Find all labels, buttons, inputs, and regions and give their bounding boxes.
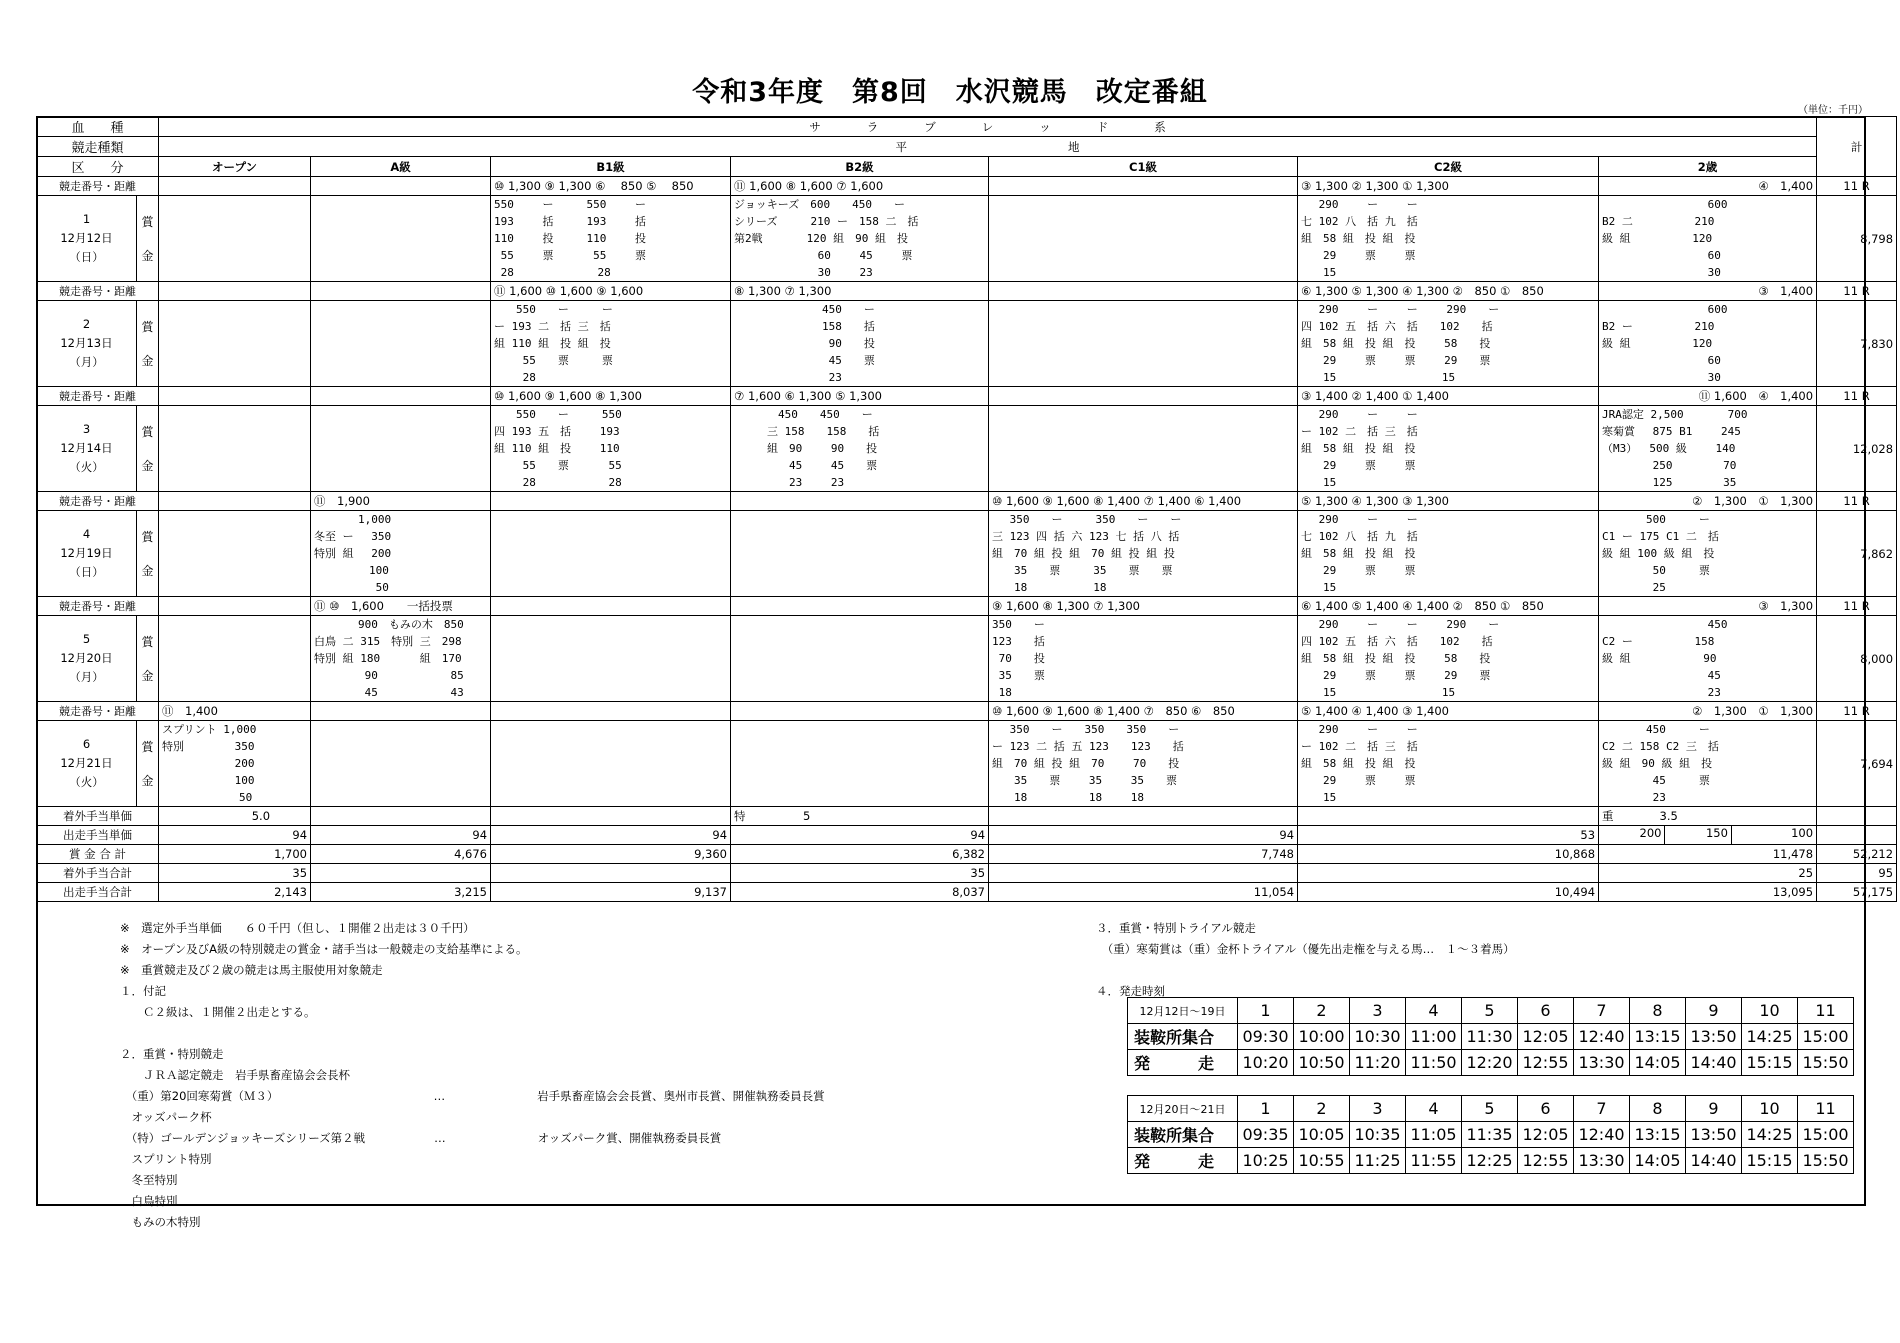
- saddle-time: 13:50: [1686, 1122, 1742, 1148]
- race-number: 11: [1798, 998, 1854, 1024]
- race-number: 5: [1462, 998, 1518, 1024]
- race-count: 11 R: [1817, 387, 1897, 406]
- class-a: A級: [311, 157, 491, 177]
- note-line: １．付記: [120, 984, 166, 998]
- sum-val: 150: [1665, 826, 1731, 844]
- summary-label: 着外手当単価: [37, 807, 159, 826]
- day-date: 12月20日: [60, 651, 113, 665]
- day-total: 8,798: [1817, 196, 1897, 282]
- race-row-label: 競走番号・距離: [37, 492, 159, 511]
- start-time: 12:55: [1518, 1148, 1574, 1174]
- race-cell: ⑪ 1,600 ⑧ 1,600 ⑦ 1,600: [731, 177, 989, 196]
- race-cell: ⑩ 1,600 ⑨ 1,600 ⑧ 1,300: [491, 387, 731, 406]
- prize-cell: 350 ー 350 ー ー 三 123 四 括 六 123 七 括 八 括 組 70 組 投 組 70 組 投 組 投 35 票 35 票 票 18 18: [989, 511, 1298, 597]
- day-weekday: （火）: [69, 460, 104, 474]
- note-line: ※ 選定外手当単価 ６０千円（但し、１開催２出走は３０千円）: [120, 921, 475, 935]
- prize-cell: 290 ー ー ー 102 二 括 三 括 組 58 組 投 組 投 29 票 票 15: [1298, 721, 1599, 807]
- race-cell: ④ 1,400: [1599, 177, 1817, 196]
- day-number: 4: [82, 527, 91, 541]
- day-date: 12月14日: [60, 441, 113, 455]
- race-cell: ⑥ 1,400 ⑤ 1,400 ④ 1,400 ② 850 ① 850: [1298, 597, 1599, 616]
- class-c2: C2級: [1298, 157, 1599, 177]
- summary-label: 出走手当単価: [37, 826, 159, 845]
- race-row-label: 競走番号・距離: [37, 177, 159, 196]
- page-frame: [36, 116, 1866, 1206]
- race-cell: ⑪ 1,400: [159, 702, 311, 721]
- sum-cell: 13,095: [1599, 883, 1817, 902]
- sum-cell: 94: [311, 826, 491, 845]
- sum-cell: 53: [1298, 826, 1599, 845]
- race-number: 7: [1574, 998, 1630, 1024]
- note-line: （重）第20回寒菊賞（Ｍ３） … 岩手県畜産協会会長賞、奥州市長賞、開催執務委員長賞: [120, 1089, 825, 1103]
- sum-val: 200: [1599, 826, 1665, 844]
- sum-mark: 特: [734, 809, 746, 823]
- prize-label-top: 賞: [141, 634, 154, 649]
- sum-cell: 11,478: [1599, 845, 1817, 864]
- day-number: 1: [82, 212, 91, 226]
- race-cell: ⑤ 1,400 ④ 1,400 ③ 1,400: [1298, 702, 1599, 721]
- prize-label-bottom: 金: [141, 458, 154, 473]
- sum-mark: 重: [1602, 809, 1614, 823]
- race-type-value: 平 地: [159, 137, 1817, 157]
- prize-cell: 450 ー C2 二 158 C2 三 括 級 組 90 級 組 投 45 票 23: [1599, 721, 1817, 807]
- saddle-time: 09:35: [1238, 1122, 1294, 1148]
- summary-label: 賞 金 合 計: [37, 845, 159, 864]
- saddle-time: 11:05: [1406, 1122, 1462, 1148]
- race-cell: ⑩ 1,600 ⑨ 1,600 ⑧ 1,400 ⑦ 850 ⑥ 850: [989, 702, 1298, 721]
- day-weekday: （月）: [69, 355, 104, 369]
- day-total: 7,830: [1817, 301, 1897, 387]
- start-time: 12:25: [1462, 1148, 1518, 1174]
- sum-cell: 6,382: [731, 845, 989, 864]
- class-c1: C1級: [989, 157, 1298, 177]
- prize-cell: 550 ー ー ー 193 二 括 三 括 組 110 組 投 組 投 55 票 票 28: [491, 301, 731, 387]
- day-total: 7,694: [1817, 721, 1897, 807]
- prize-label-top: 賞: [141, 424, 154, 439]
- start-time: 15:15: [1742, 1050, 1798, 1076]
- race-row-label: 競走番号・距離: [37, 702, 159, 721]
- prize-cell: 290 ー ー 七 102 八 括 九 括 組 58 組 投 組 投 29 票 票 15: [1298, 511, 1599, 597]
- note-line: もみの木特別: [120, 1215, 201, 1229]
- saddle-time: 10:30: [1350, 1024, 1406, 1050]
- note-line: ※ 重賞競走及び２歳の競走は馬主服使用対象競走: [120, 963, 383, 977]
- note-line: ４．発走時刻: [1096, 984, 1165, 998]
- race-cell: ⑤ 1,300 ④ 1,300 ③ 1,300: [1298, 492, 1599, 511]
- race-number: 7: [1574, 1096, 1630, 1122]
- prize-cell: 450 ー 158 括 90 投 45 票 23: [731, 301, 989, 387]
- start-time: 14:40: [1686, 1148, 1742, 1174]
- day-weekday: （日）: [69, 565, 104, 579]
- race-count: 11 R: [1817, 282, 1897, 301]
- sum-val: 3.5: [1659, 809, 1678, 823]
- start-time: 10:50: [1294, 1050, 1350, 1076]
- schedule-period: 12月12日～19日: [1128, 998, 1238, 1024]
- race-number: 3: [1350, 998, 1406, 1024]
- day-total: 8,000: [1817, 616, 1897, 702]
- race-number: 3: [1350, 1096, 1406, 1122]
- race-number: 9: [1686, 998, 1742, 1024]
- saddle-time: 10:35: [1350, 1122, 1406, 1148]
- sum-cell: 11,054: [989, 883, 1298, 902]
- sum-cell: 10,494: [1298, 883, 1599, 902]
- note-line: Ｃ２級は、１開催２出走とする。: [120, 1005, 316, 1019]
- race-cell: ⑪ 1,900: [311, 492, 491, 511]
- prize-cell: 1,000 冬至 ー 350 特別 組 200 100 50: [311, 511, 491, 597]
- prize-label-top: 賞: [141, 739, 154, 754]
- note-line: （特）ゴールデンジョッキーズシリーズ第２戦 … オッズパーク賞、開催執務委員長賞: [120, 1131, 722, 1145]
- start-time: 10:20: [1238, 1050, 1294, 1076]
- race-count: 11 R: [1817, 177, 1897, 196]
- race-number: 8: [1630, 1096, 1686, 1122]
- start-label: 発 走: [1128, 1148, 1238, 1174]
- page-title: 令和3年度 第8回 水沢競馬 改定番組: [692, 77, 1208, 108]
- unit-note: （単位：千円）: [1798, 105, 1868, 116]
- start-time: 10:55: [1294, 1148, 1350, 1174]
- prize-cell: 290 ー ー 七 102 八 括 九 括 組 58 組 投 組 投 29 票 票 15: [1298, 196, 1599, 282]
- race-count: 11 R: [1817, 702, 1897, 721]
- day-date: 12月12日: [60, 231, 113, 245]
- start-time: 11:25: [1350, 1148, 1406, 1174]
- saddle-time: 13:50: [1686, 1024, 1742, 1050]
- saddle-time: 12:40: [1574, 1122, 1630, 1148]
- race-number: 2: [1294, 998, 1350, 1024]
- prize-label-bottom: 金: [141, 563, 154, 578]
- prize-label-bottom: 金: [141, 353, 154, 368]
- prize-cell: ジョッキーズ 600 450 ー シリーズ 210 ー 158 二 括 第2戦 120 組 90 組 投 60 45 票 30 23: [731, 196, 989, 282]
- sum-cell: 94: [731, 826, 989, 845]
- summary-label: 着外手当合計: [37, 864, 159, 883]
- start-time: 13:30: [1574, 1148, 1630, 1174]
- saddle-time: 12:05: [1518, 1024, 1574, 1050]
- note-line: ※ オープン及びA級の特別競走の賞金・諸手当は一般競走の支給基準による。: [120, 942, 528, 956]
- note-line: ＪＲＡ認定競走 岩手県畜産協会会長杯: [120, 1068, 350, 1082]
- saddle-time: 14:25: [1742, 1122, 1798, 1148]
- race-number: 9: [1686, 1096, 1742, 1122]
- note-line: 冬至特別: [120, 1173, 178, 1187]
- race-cell: ③ 1,400 ② 1,400 ① 1,400: [1298, 387, 1599, 406]
- class-2yo: 2歳: [1599, 157, 1817, 177]
- saddle-time: 15:00: [1798, 1024, 1854, 1050]
- prize-label-bottom: 金: [141, 248, 154, 263]
- start-time: 11:50: [1406, 1050, 1462, 1076]
- race-number: 5: [1462, 1096, 1518, 1122]
- note-line: スプリント特別: [120, 1152, 212, 1166]
- day-weekday: （火）: [69, 775, 104, 789]
- note-line: ２．重賞・特別競走: [120, 1047, 224, 1061]
- start-time: 14:05: [1630, 1148, 1686, 1174]
- race-type-label: 競走種類: [37, 137, 159, 157]
- sum-cell: 1,700: [159, 845, 311, 864]
- sum-cell: 25: [1599, 864, 1817, 883]
- start-time: 14:40: [1686, 1050, 1742, 1076]
- saddle-time: 10:00: [1294, 1024, 1350, 1050]
- note-line: ３．重賞・特別トライアル競走: [1096, 921, 1256, 935]
- race-number: 1: [1238, 1096, 1294, 1122]
- sum-val: 5: [803, 809, 811, 823]
- race-number: 4: [1406, 1096, 1462, 1122]
- sum-cell: 8,037: [731, 883, 989, 902]
- total-label: 計: [1817, 117, 1897, 177]
- prize-cell: 290 ー ー 290 ー 四 102 五 括 六 括 102 括 組 58 組 投 組 投 58 投 29 票 票 29 票 15 15: [1298, 301, 1599, 387]
- race-number: 11: [1798, 1096, 1854, 1122]
- prize-label-top: 賞: [141, 319, 154, 334]
- race-number: 1: [1238, 998, 1294, 1024]
- race-cell: ② 1,300 ① 1,300: [1599, 492, 1817, 511]
- saddle-time: 10:05: [1294, 1122, 1350, 1148]
- saddle-time: 14:25: [1742, 1024, 1798, 1050]
- note-line: 白鳥特別: [120, 1194, 178, 1208]
- race-row-label: 競走番号・距離: [37, 597, 159, 616]
- saddle-time: 13:15: [1630, 1024, 1686, 1050]
- sum-cell: 7,748: [989, 845, 1298, 864]
- start-time: 14:05: [1630, 1050, 1686, 1076]
- prize-label-bottom: 金: [141, 668, 154, 683]
- class-label: 区 分: [37, 157, 159, 177]
- start-time: 11:20: [1350, 1050, 1406, 1076]
- day-total: 7,862: [1817, 511, 1897, 597]
- prize-cell: 350 ー 123 括 70 投 35 票 18: [989, 616, 1298, 702]
- saddle-time: 11:00: [1406, 1024, 1462, 1050]
- note-line: オッズパーク杯: [120, 1110, 212, 1124]
- race-number: 6: [1518, 1096, 1574, 1122]
- prize-cell: 290 ー ー 290 ー 四 102 五 括 六 括 102 括 組 58 組 投 組 投 58 投 29 票 票 29 票 15 15: [1298, 616, 1599, 702]
- start-time: 13:30: [1574, 1050, 1630, 1076]
- prize-label-bottom: 金: [141, 773, 154, 788]
- saddle-time: 11:30: [1462, 1024, 1518, 1050]
- race-number: 2: [1294, 1096, 1350, 1122]
- sum-val: 100: [1791, 826, 1814, 840]
- saddle-label: 装鞍所集合: [1128, 1024, 1238, 1050]
- race-number: 8: [1630, 998, 1686, 1024]
- saddle-time: 12:05: [1518, 1122, 1574, 1148]
- sum-cell: 2,143: [159, 883, 311, 902]
- prize-cell: 550 ー 550 ー 193 括 193 括 110 投 110 投 55 票 55 票 28 28: [491, 196, 731, 282]
- race-cell: ⑪ 1,600 ④ 1,400: [1599, 387, 1817, 406]
- race-cell: ⑩ 1,600 ⑨ 1,600 ⑧ 1,400 ⑦ 1,400 ⑥ 1,400: [989, 492, 1298, 511]
- saddle-time: 12:40: [1574, 1024, 1630, 1050]
- saddle-label: 装鞍所集合: [1128, 1122, 1238, 1148]
- prize-cell: 450 C2 ー 158 級 組 90 45 23: [1599, 616, 1817, 702]
- start-label: 発 走: [1128, 1050, 1238, 1076]
- schedule-period: 12月20日～21日: [1128, 1096, 1238, 1122]
- sum-cell: 9,360: [491, 845, 731, 864]
- sum-cell: 95: [1817, 864, 1897, 883]
- sum-cell: 94: [491, 826, 731, 845]
- race-cell: ③ 1,300 ② 1,300 ① 1,300: [1298, 177, 1599, 196]
- prize-cell: 350 ー 350 350 ー ー 123 二 括 五 123 123 括 組 70 組 投 組 70 70 投 35 票 35 35 票 18 18 18: [989, 721, 1298, 807]
- sum-cell: 57,175: [1817, 883, 1897, 902]
- start-time: 15:50: [1798, 1050, 1854, 1076]
- sum-cell: 4,676: [311, 845, 491, 864]
- day-weekday: （日）: [69, 250, 104, 264]
- prize-cell: 500 ー C1 ー 175 C1 二 括 級 組 100 級 組 投 50 票 25: [1599, 511, 1817, 597]
- prize-cell: JRA認定 2,500 700 寒菊賞 875 B1 245 （M3） 500 級 140 250 70 125 35: [1599, 406, 1817, 492]
- race-number: 6: [1518, 998, 1574, 1024]
- day-number: 3: [82, 422, 91, 436]
- saddle-time: 09:30: [1238, 1024, 1294, 1050]
- sum-cell: 35: [159, 864, 311, 883]
- prize-cell: 600 B2 ー 210 級 組 120 60 30: [1599, 301, 1817, 387]
- class-b1: B1級: [491, 157, 731, 177]
- sum-cell: 52,212: [1817, 845, 1897, 864]
- race-cell: ⑧ 1,300 ⑦ 1,300: [731, 282, 989, 301]
- race-cell: ⑪ 1,600 ⑩ 1,600 ⑨ 1,600: [491, 282, 731, 301]
- race-row-label: 競走番号・距離: [37, 282, 159, 301]
- race-cell: ⑦ 1,600 ⑥ 1,300 ⑤ 1,300: [731, 387, 989, 406]
- race-cell: ⑨ 1,600 ⑧ 1,300 ⑦ 1,300: [989, 597, 1298, 616]
- race-count: 11 R: [1817, 597, 1897, 616]
- saddle-time: 13:15: [1630, 1122, 1686, 1148]
- day-date: 12月13日: [60, 336, 113, 350]
- summary-label: 出走手当合計: [37, 883, 159, 902]
- start-time: 12:55: [1518, 1050, 1574, 1076]
- start-time: 10:25: [1238, 1148, 1294, 1174]
- prize-cell: 600 B2 二 210 級 組 120 60 30: [1599, 196, 1817, 282]
- day-number: 6: [82, 737, 91, 751]
- saddle-time: 15:00: [1798, 1122, 1854, 1148]
- blood-value: サ ラ ブ レ ッ ド 系: [159, 117, 1817, 137]
- race-count: 11 R: [1817, 492, 1897, 511]
- day-number: 2: [82, 317, 91, 331]
- sum-cell: 35: [731, 864, 989, 883]
- prize-cell: 550 ー 550 四 193 五 括 193 組 110 組 投 110 55 票 55 28 28: [491, 406, 731, 492]
- race-number: 10: [1742, 1096, 1798, 1122]
- prize-cell: 900 もみの木 850 白鳥 二 315 特別 三 298 特別 組 180 組 170 90 85 45 43: [311, 616, 491, 702]
- start-time: 15:15: [1742, 1148, 1798, 1174]
- prize-label-top: 賞: [141, 529, 154, 544]
- start-time: 15:50: [1798, 1148, 1854, 1174]
- class-open: オープン: [159, 157, 311, 177]
- race-number: 10: [1742, 998, 1798, 1024]
- sum-cell: 5.0: [159, 807, 311, 826]
- class-b2: B2級: [731, 157, 989, 177]
- race-cell: ⑥ 1,300 ⑤ 1,300 ④ 1,300 ② 850 ① 850: [1298, 282, 1599, 301]
- race-row-label: 競走番号・距離: [37, 387, 159, 406]
- race-cell: ③ 1,300: [1599, 597, 1817, 616]
- prize-label-top: 賞: [141, 214, 154, 229]
- prize-cell: 290 ー ー ー 102 二 括 三 括 組 58 組 投 組 投 29 票 票 15: [1298, 406, 1599, 492]
- race-cell: ② 1,300 ① 1,300: [1599, 702, 1817, 721]
- sum-cell: 94: [159, 826, 311, 845]
- day-weekday: （月）: [69, 670, 104, 684]
- day-date: 12月21日: [60, 756, 113, 770]
- race-cell: ⑪ ⑩ 1,600 一括投票: [311, 597, 491, 616]
- sum-cell: 9,137: [491, 883, 731, 902]
- day-date: 12月19日: [60, 546, 113, 560]
- day-number: 5: [82, 632, 91, 646]
- note-line: （重）寒菊賞は（重）金杯トライアル（優先出走権を与える馬… １～３着馬）: [1096, 942, 1515, 956]
- race-number: 4: [1406, 998, 1462, 1024]
- blood-label: 血 種: [37, 117, 159, 137]
- race-cell: ⑩ 1,300 ⑨ 1,300 ⑥ 850 ⑤ 850: [491, 177, 731, 196]
- prize-cell: 450 450 ー 三 158 158 括 組 90 90 投 45 45 票 23 23: [731, 406, 989, 492]
- sum-cell: 3,215: [311, 883, 491, 902]
- day-total: 12,028: [1817, 406, 1897, 492]
- race-cell: ③ 1,400: [1599, 282, 1817, 301]
- prize-cell: スプリント 1,000 特別 350 200 100 50: [159, 721, 311, 807]
- sum-cell: 10,868: [1298, 845, 1599, 864]
- start-time: 12:20: [1462, 1050, 1518, 1076]
- sum-cell: 94: [989, 826, 1298, 845]
- saddle-time: 11:35: [1462, 1122, 1518, 1148]
- start-time: 11:55: [1406, 1148, 1462, 1174]
